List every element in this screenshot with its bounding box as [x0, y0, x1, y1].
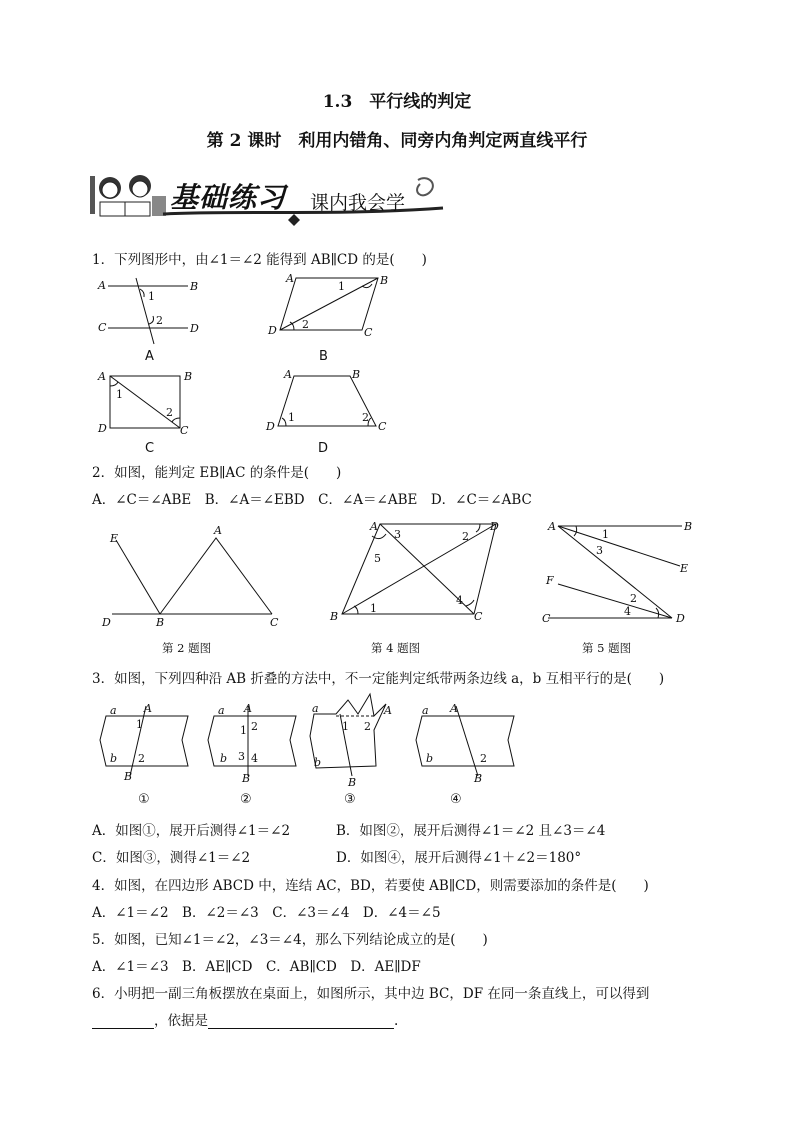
- svg-text:2: 2: [462, 530, 469, 543]
- q3-option-c: C．如图③，测得∠1＝∠2: [92, 850, 251, 866]
- svg-text:2: 2: [166, 406, 173, 419]
- svg-text:B: B: [474, 772, 483, 785]
- svg-text:2: 2: [302, 318, 309, 331]
- svg-text:A: A: [286, 272, 294, 285]
- svg-text:C: C: [378, 420, 387, 433]
- svg-text:4: 4: [251, 752, 258, 765]
- question-6-line2: [92, 1009, 398, 1029]
- svg-text:C: C: [542, 612, 551, 625]
- question-6: 6．小明把一副三角板摆放在桌面上，如图所示，其中边 BC，DF 在同一条直线上，可以得到: [92, 986, 650, 1002]
- q1-label-c: C: [145, 441, 155, 456]
- q1-figure-a: [96, 276, 206, 351]
- svg-text:3: 3: [394, 528, 401, 541]
- q3-figure-2: [204, 700, 314, 790]
- question-4: 4．如图，在四边形 ABCD 中，连结 AC，BD，若要使 AB∥CD，则需要添加的条件是( ): [92, 878, 649, 894]
- svg-text:5: 5: [374, 552, 381, 565]
- svg-text:D: D: [190, 322, 199, 335]
- figure-q4: [328, 516, 518, 628]
- q3-num-2: ②: [240, 792, 252, 807]
- svg-text:1: 1: [342, 720, 349, 733]
- banner-sub: 课内我会学: [310, 192, 406, 214]
- svg-text:B: B: [348, 776, 357, 789]
- svg-text:B: B: [352, 368, 361, 381]
- figure-q2: [100, 520, 290, 630]
- svg-text:C: C: [270, 616, 279, 629]
- svg-text:1: 1: [370, 602, 377, 615]
- svg-text:b: b: [220, 752, 228, 765]
- svg-text:2: 2: [156, 314, 163, 327]
- svg-text:B: B: [124, 770, 133, 783]
- svg-text:b: b: [314, 756, 322, 769]
- banner-main: 基础练习: [170, 181, 287, 214]
- svg-text:E: E: [680, 562, 689, 575]
- svg-text:D: D: [676, 612, 685, 625]
- svg-text:A: A: [384, 704, 392, 717]
- caption-fig4: 第 4 题图: [371, 641, 421, 655]
- q3-option-a: A．如图①，展开后测得∠1＝∠2: [92, 823, 291, 839]
- svg-text:a: a: [218, 704, 225, 717]
- svg-text:A: A: [214, 524, 222, 537]
- svg-text:C: C: [98, 321, 107, 334]
- svg-text:D: D: [266, 420, 275, 433]
- lesson-subtitle: 第 2 课时 利用内错角、同旁内角判定两直线平行: [206, 131, 588, 151]
- svg-text:B: B: [184, 370, 193, 383]
- svg-text:1: 1: [116, 388, 123, 401]
- q6-basis-text: ，依据是: [154, 1013, 208, 1029]
- answer-blank-2[interactable]: [208, 1012, 394, 1029]
- answer-blank-1[interactable]: [92, 1012, 154, 1029]
- question-1: 1．下列图形中，由∠1＝∠2 能得到 AB∥CD 的是( ): [92, 252, 427, 268]
- svg-text:C: C: [180, 424, 189, 437]
- q3-figure-1: [96, 700, 206, 790]
- svg-text:a: a: [110, 704, 117, 717]
- q1-figure-d: [264, 366, 394, 436]
- svg-text:A: A: [450, 702, 458, 715]
- q1-label-a: A: [145, 349, 154, 364]
- svg-text:1: 1: [338, 280, 345, 293]
- svg-text:B: B: [684, 520, 693, 533]
- q3-figure-3: [304, 692, 414, 790]
- svg-text:1: 1: [136, 718, 143, 731]
- svg-text:3: 3: [596, 544, 603, 557]
- svg-text:1: 1: [240, 724, 247, 737]
- lesson-title: 1.3 平行线的判定: [322, 92, 472, 112]
- q3-option-d: D．如图④，展开后测得∠1＋∠2＝180°: [336, 850, 582, 866]
- svg-text:B: B: [156, 616, 165, 629]
- svg-text:B: B: [190, 280, 199, 293]
- svg-text:3: 3: [238, 750, 245, 763]
- question-5: 5．如图，已知∠1＝∠2，∠3＝∠4，那么下列结论成立的是( ): [92, 932, 488, 948]
- q1-figure-c: [96, 368, 206, 438]
- svg-text:D: D: [102, 616, 111, 629]
- figure-q5: [538, 516, 708, 628]
- svg-text:A: A: [244, 702, 252, 715]
- q3-num-1: ①: [138, 792, 150, 807]
- q6-end: .: [394, 1013, 399, 1029]
- svg-text:F: F: [546, 574, 554, 587]
- q3-figure-4: [412, 700, 532, 790]
- svg-text:1: 1: [602, 528, 609, 541]
- svg-text:2: 2: [480, 752, 487, 765]
- svg-text:B: B: [330, 610, 339, 623]
- svg-text:B: B: [380, 274, 389, 287]
- svg-text:A: A: [98, 370, 106, 383]
- caption-fig5: 第 5 题图: [582, 641, 632, 655]
- section-banner: [88, 170, 448, 224]
- svg-text:a: a: [422, 704, 429, 717]
- question-3: 3．如图，下列四种沿 AB 折叠的方法中，不一定能判定纸带两条边线 a，b 互相平行的是( ): [92, 671, 665, 687]
- svg-text:2: 2: [364, 720, 371, 733]
- question-5-options: A．∠1＝∠3 B．AE∥CD C．AB∥CD D．AE∥DF: [92, 959, 421, 975]
- svg-text:4: 4: [456, 594, 463, 607]
- svg-text:A: A: [370, 520, 378, 533]
- q1-figure-b: [266, 272, 396, 342]
- svg-text:E: E: [110, 532, 119, 545]
- q1-label-d: D: [318, 441, 329, 456]
- svg-text:D: D: [98, 422, 107, 435]
- svg-text:2: 2: [251, 720, 258, 733]
- svg-text:A: A: [284, 368, 292, 381]
- q3-num-3: ③: [344, 792, 356, 807]
- question-2-options: A．∠C＝∠ABE B．∠A＝∠EBD C．∠A＝∠ABE D．∠C＝∠ABC: [92, 492, 532, 508]
- svg-text:a: a: [312, 702, 319, 715]
- q3-option-b: B．如图②，展开后测得∠1＝∠2 且∠3＝∠4: [336, 823, 606, 839]
- svg-text:2: 2: [138, 752, 145, 765]
- q1-label-b: B: [319, 349, 328, 364]
- question-2: 2．如图，能判定 EB∥AC 的条件是( ): [92, 465, 342, 481]
- svg-text:C: C: [364, 326, 373, 339]
- svg-text:A: A: [144, 702, 152, 715]
- svg-text:1: 1: [148, 290, 155, 303]
- question-4-options: A．∠1＝∠2 B．∠2＝∠3 C．∠3＝∠4 D．∠4＝∠5: [92, 905, 441, 921]
- svg-text:b: b: [110, 752, 118, 765]
- svg-text:C: C: [474, 610, 483, 623]
- svg-text:B: B: [242, 772, 251, 785]
- svg-text:A: A: [548, 520, 556, 533]
- caption-fig2: 第 2 题图: [162, 641, 212, 655]
- svg-text:2: 2: [630, 592, 637, 605]
- svg-text:2: 2: [362, 411, 369, 424]
- svg-text:4: 4: [624, 605, 631, 618]
- svg-text:1: 1: [288, 411, 295, 424]
- svg-text:D: D: [490, 520, 499, 533]
- svg-text:A: A: [98, 279, 106, 292]
- svg-text:D: D: [268, 324, 277, 337]
- svg-text:b: b: [426, 752, 434, 765]
- q3-num-4: ④: [450, 792, 462, 807]
